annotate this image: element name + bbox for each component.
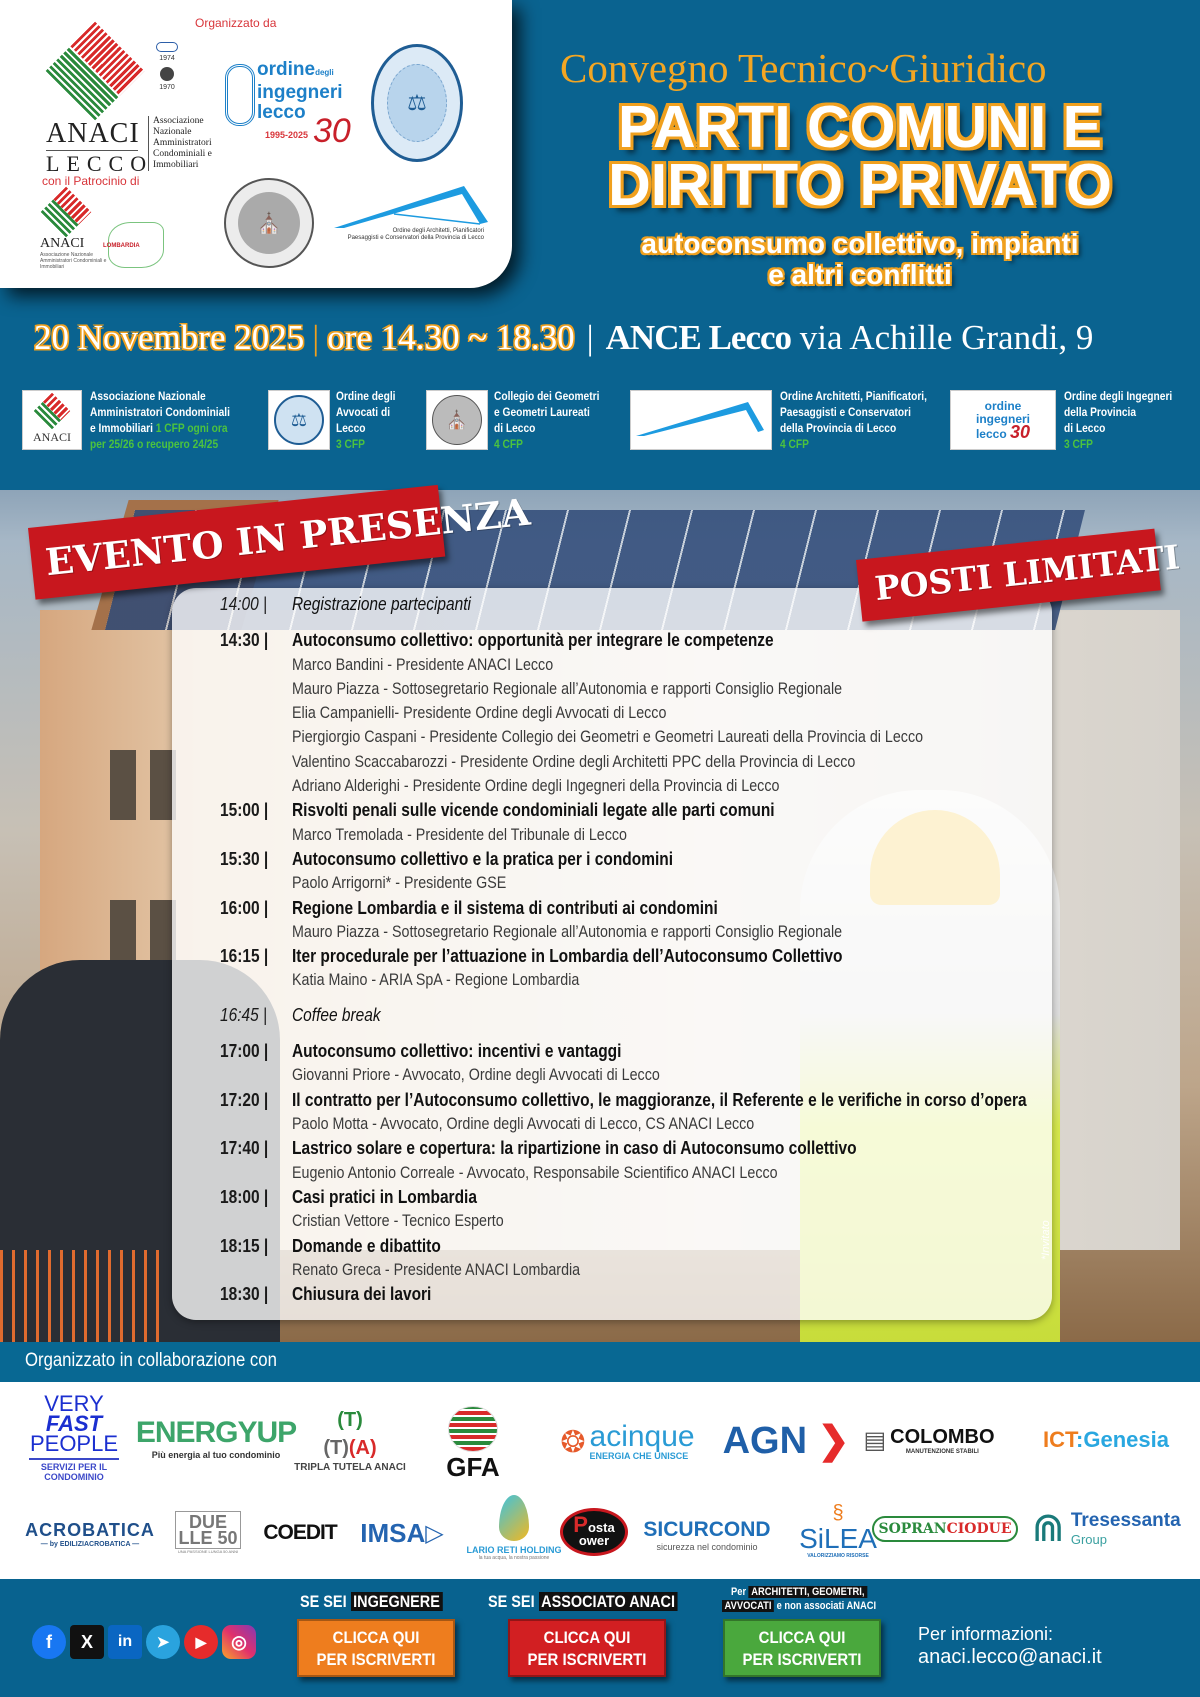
program-time: 17:00 |: [220, 1041, 269, 1062]
program-time: 14:00 |: [220, 594, 268, 614]
instagram-icon[interactable]: ◎: [222, 1625, 256, 1659]
anaci-wordmark: ANACI: [46, 118, 140, 149]
sponsor-sicurcond[interactable]: [640, 1512, 774, 1558]
program-speaker: Cristian Vettore - Tecnico Esperto: [292, 1211, 504, 1231]
program-time: 18:30 |: [220, 1284, 269, 1305]
sponsor-name: IMSA: [360, 1517, 426, 1548]
anaci-patron-desc: Associazione Nazionale Amministratori Condominiali e Immobiliari: [40, 252, 107, 270]
program-time: 17:20 |: [220, 1089, 269, 1110]
btn-line1: CLICCA QUI: [758, 1628, 846, 1647]
sponsor-postapower[interactable]: Posta ower: [560, 1508, 628, 1556]
limited-seats-stamp: POSTI LIMITATI: [856, 529, 1161, 622]
architetti-caption: [348, 228, 484, 242]
ing-line1-small: degli: [315, 68, 334, 77]
tta-icon: (T) (T)(A): [323, 1408, 377, 1459]
sponsor-acrobatica[interactable]: [26, 1512, 154, 1556]
anaci-desc-line: Amministratori: [153, 138, 212, 148]
credit-line: Ordine degli: [336, 389, 396, 403]
sponsor-sub: ENERGIA CHE UNISCE: [589, 1451, 689, 1461]
program-speaker: Paolo Motta - Avvocato, Ordine degli Avvocati di Lecco, CS ANACI Lecco: [292, 1113, 755, 1133]
program-speaker: Adriano Alderighi - Presidente Ordine degli Ingegneri della Provincia di Lecco: [292, 776, 780, 796]
event-subtitle-line2: e altri conflitti: [768, 259, 952, 290]
sponsor-name: VERY FAST PEOPLE: [29, 1391, 119, 1456]
bell-tower-icon: ⛪: [432, 395, 482, 445]
program-speaker: Elia Campanielli- Presidente Ordine degli Avvocati di Lecco: [292, 703, 667, 723]
sponsor-sopranciodue[interactable]: SOPRANCIODUE: [872, 1516, 1018, 1542]
sponsor-name: LARIO RETI HOLDING: [466, 1545, 562, 1555]
label-highlight: INGEGNERE: [351, 1592, 443, 1611]
sponsor-name: ACROBATICA: [25, 1520, 155, 1540]
credit-text: [780, 388, 927, 452]
sponsor-name: AGN: [722, 1419, 808, 1462]
sponsor-name: ENERGYUP: [135, 1416, 297, 1449]
architetti-logo-thumb: [630, 390, 772, 450]
event-date: 20 Novembre 2025: [34, 318, 305, 357]
credit-line: di Lecco: [1064, 421, 1106, 435]
associato-anaci-label: [488, 1592, 678, 1612]
event-title-line1: PARTI COMUNI E: [617, 94, 1102, 160]
header: [0, 0, 1200, 490]
building-stack-icon: ▤: [863, 1426, 887, 1454]
sponsor-tresessanta[interactable]: [1026, 1502, 1186, 1554]
program-title: Domande e dibattito: [292, 1235, 441, 1256]
program-speaker: Mauro Piazza - Sottosegretario Regionale all’Autonomia e rapporti Consiglio Regionale: [292, 921, 843, 941]
sponsor-veryfastpeople[interactable]: [26, 1392, 122, 1484]
event-kicker: Convegno Tecnico~Giuridico: [560, 45, 1047, 91]
program-speaker: Mauro Piazza - Sottosegretario Regionale all’Autonomia e rapporti Consiglio Regionale: [292, 678, 843, 698]
geometri-seal-thumb: [426, 390, 488, 450]
program-time: 16:00 |: [220, 897, 269, 918]
program-title: Coffee break: [292, 1004, 381, 1025]
ingegnere-label: [300, 1592, 442, 1612]
sponsor-sub: MANUTENZIONE STABILI: [905, 1448, 979, 1455]
credit-line: Ordine degli Ingegneri: [1064, 389, 1173, 403]
ing-years: 1995-2025: [265, 130, 309, 140]
sponsor-sub: sicurezza nel condominio: [656, 1542, 758, 1552]
sponsor-agn[interactable]: [722, 1418, 850, 1462]
aiaci-amai-badges: [152, 42, 182, 92]
play-arrow-icon: ▷: [425, 1519, 444, 1547]
ing-line3: lecco: [257, 102, 306, 123]
bell-tower-icon: ⛪: [238, 192, 300, 254]
program-speaker: Marco Tremolada - Presidente del Tribunale di Lecco: [292, 824, 627, 844]
anaci-diamond-icon: [46, 22, 145, 121]
scales-of-justice-icon: ⚖: [387, 64, 447, 142]
program-schedule: [172, 588, 1052, 1320]
sponsor-ictgenesia[interactable]: ICT:Genesia: [1043, 1427, 1169, 1452]
thumb-30: 30: [1010, 421, 1031, 442]
label-prefix: SE SEI: [488, 1592, 535, 1611]
program-time: 15:00 |: [220, 800, 269, 821]
register-associato-anaci-button[interactable]: [508, 1619, 666, 1677]
credit-line: e Geometri Laureati: [494, 405, 590, 419]
btn-line1: CLICCA QUI: [332, 1628, 420, 1647]
amai-logo-icon: [160, 67, 174, 81]
program-title: Autoconsumo collettivo: incentivi e vantaggi: [292, 1041, 622, 1062]
anaci-desc-line: Immobiliari: [153, 160, 199, 170]
ordine-ingegneri-logo: [225, 59, 355, 150]
program-title: Regione Lombardia e il sistema di contributi ai condomini: [292, 897, 718, 918]
info-email-link[interactable]: anaci.lecco@anaci.it: [918, 1646, 1102, 1668]
sponsor-name: acinque: [589, 1420, 695, 1453]
sponsor-energyup[interactable]: [135, 1408, 297, 1468]
label-prefix: SE SEI: [300, 1592, 347, 1611]
architetti-roof-icon: [636, 400, 766, 440]
sponsor-gfa[interactable]: [438, 1402, 508, 1486]
ingegneri-rings-icon: [225, 64, 255, 126]
program-speaker: Valentino Scaccabarozzi - Presidente Ordine degli Architetti PPC della Provincia di Lecco: [292, 751, 856, 771]
organizers-logo-panel: [0, 0, 512, 288]
linkedin-icon[interactable]: in: [108, 1625, 142, 1659]
gfa-globe-icon: [448, 1406, 498, 1452]
sponsor-sub: UNA PASSIONE LUNGA 50 ANNI: [177, 1548, 239, 1554]
credit-line: Ordine Architetti, Pianificatori,: [780, 389, 927, 403]
ing-line1: ordine: [257, 59, 316, 80]
invited-note: *Invitato: [1040, 1220, 1052, 1260]
credit-line: di Lecco: [494, 421, 536, 435]
event-title: [560, 94, 1160, 218]
program-title: Il contratto per l’Autoconsumo collettivo, le maggioranze, il Referente e le verifiche in corso d’opera: [292, 1089, 1027, 1110]
credit-line: Paesaggisti e Conservatori: [780, 405, 911, 419]
program-speaker: Eugenio Antonio Correale - Avvocato, Responsabile Scientifico ANACI Lecco: [292, 1162, 778, 1182]
program-title: Autoconsumo collettivo e la pratica per i condomini: [292, 849, 674, 869]
info-label: Per informazioni:: [918, 1624, 1054, 1644]
btn-line2: PER ISCRIVERTI: [527, 1650, 647, 1669]
x-twitter-icon[interactable]: X: [70, 1625, 104, 1659]
register-ingegnere-button[interactable]: [297, 1619, 455, 1677]
ingegneri-logo-thumb: [950, 390, 1056, 450]
credit-line: della Provincia: [1064, 405, 1136, 419]
footer: [0, 1579, 1200, 1697]
cfp-credits-strip: [22, 388, 1192, 452]
collegio-geometri-seal: [224, 178, 314, 268]
label-suffix: e non associati ANACI: [776, 1600, 877, 1612]
sponsor-name: COEDIT: [263, 1521, 337, 1544]
btn-line2: PER ISCRIVERTI: [742, 1650, 862, 1669]
thumb-line: ordine: [984, 398, 1022, 413]
cfp-value: 1 CFP ogni ora: [155, 421, 228, 435]
sponsor-name: GFA: [446, 1451, 500, 1482]
thumb-label: ANACI: [33, 429, 71, 444]
credit-line: Amministratori Condominiali: [90, 405, 230, 419]
sponsor-colombo[interactable]: [856, 1418, 1002, 1462]
sponsor-duelle50[interactable]: DUE LLE 50 UNA PASSIONE LUNGA 50 ANNI: [168, 1506, 248, 1558]
label-highlight: AVVOCATI: [722, 1600, 774, 1612]
anaci-patron-logo: [40, 194, 110, 270]
sponsor-larioreti[interactable]: [468, 1482, 560, 1574]
anaci-diamond-icon: [34, 392, 71, 429]
program-speaker: Renato Greca - Presidente ANACI Lombardia: [292, 1259, 581, 1279]
silea-swirl-icon: §: [832, 1501, 844, 1524]
acinque-swirl-icon: ❂: [560, 1425, 586, 1459]
anaci-desc-line: Associazione: [153, 116, 204, 126]
credit-text: [336, 388, 396, 452]
program-time: 16:15 |: [220, 946, 269, 967]
program-title: Chiusura dei lavori: [292, 1284, 432, 1305]
lombardia-label: LOMBARDIA: [103, 243, 140, 249]
sponsor-sub: Group: [1070, 1531, 1107, 1547]
altri-professionisti-label: [722, 1585, 876, 1613]
aiaci-year: 1974: [159, 55, 175, 62]
sponsor-sub: VALORIZZIAMO RISORSE: [807, 1552, 869, 1559]
program-title: Iter procedurale per l’attuazione in Lombardia dell’Autoconsumo Collettivo: [292, 946, 843, 967]
architetti-roof-icon: [334, 184, 488, 228]
ing-line2: ingegneri: [257, 82, 343, 103]
cfp-note: per 25/26 o recupero 24/25: [90, 437, 219, 451]
arch-line1: Ordine degli Architetti, Pianificatori: [392, 228, 484, 234]
credit-line: Associazione Nazionale: [90, 389, 206, 403]
sponsor-imsa[interactable]: [346, 1514, 458, 1552]
lecco-wordmark: LECCO: [46, 151, 154, 176]
program-time: 18:00 |: [220, 1186, 269, 1207]
program-title: Autoconsumo collettivo: opportunità per integrare le competenze: [292, 630, 774, 651]
credit-line: Collegio dei Geometri: [494, 389, 600, 403]
program-title: Casi pratici in Lombardia: [292, 1186, 477, 1207]
avvocati-seal-thumb: [268, 390, 330, 450]
scales-of-justice-icon: ⚖: [274, 395, 324, 445]
sponsor-sub: la tua acqua, la nostra passione: [478, 1555, 550, 1561]
sponsor-sub: TRIPLA TUTELA ANACI: [294, 1461, 406, 1473]
aiaci-logo-icon: [156, 42, 178, 52]
event-title-line2: DIRITTO PRIVATO: [608, 152, 1112, 218]
credit-line: e Immobiliari: [90, 421, 153, 435]
program-title: Lastrico solare e copertura: la ripartizione in caso di Autoconsumo collettivo: [292, 1138, 857, 1159]
anaci-description: [148, 116, 212, 171]
event-venue: ANCE Lecco: [605, 318, 792, 357]
anaci-lecco-logo: [46, 36, 156, 177]
program-speaker: Piergiorgio Caspani - Presidente Collegio dei Geometri e Geometri Laureati della Provincia di Lecco: [292, 727, 924, 747]
credit-text: [90, 388, 230, 452]
credit-line: Avvocati di: [336, 405, 391, 419]
patronage-label: con il Patrocinio di: [42, 174, 140, 188]
anaci-desc-line: Condominiali e: [153, 149, 212, 159]
sponsor-coedit[interactable]: [262, 1516, 338, 1550]
amai-year: 1970: [159, 84, 175, 91]
separator: |: [312, 318, 320, 357]
anaci-logo-thumb: [22, 390, 82, 450]
arches-icon: ⋒: [1031, 1506, 1065, 1550]
collaboration-bar: [0, 1342, 1200, 1382]
program-speaker: Giovanni Priore - Avvocato, Ordine degli Avvocati di Lecco: [292, 1065, 660, 1085]
chevron-icon: ❯: [817, 1419, 850, 1462]
sponsor-sub: — by EDILIZIACROBATICA —: [40, 1541, 140, 1548]
event-address: via Achille Grandi, 9: [799, 318, 1094, 357]
register-altri-button[interactable]: [723, 1619, 881, 1677]
credit-line: Lecco: [336, 421, 366, 435]
safety-fence: [0, 1250, 160, 1342]
ordine-architetti-logo: [334, 184, 488, 244]
program-title: Registrazione partecipanti: [292, 594, 471, 614]
ing-anniversary: 30: [313, 112, 351, 150]
cfp-value: 4 CFP: [494, 437, 523, 451]
arch-line2: Paesaggisti e Conservatori della Provincia di Lecco: [347, 235, 484, 241]
anaci-patron-name: ANACI: [40, 236, 85, 251]
event-dateline: [34, 318, 1093, 358]
sponsor-tta[interactable]: [294, 1392, 406, 1486]
program-time: 18:15 |: [220, 1235, 269, 1256]
sponsor-sub: SERVIZI PER IL CONDOMINIO: [29, 1458, 119, 1482]
sponsor-name: SICURCOND: [643, 1518, 771, 1541]
sponsor-acinque[interactable]: [545, 1420, 710, 1464]
separator: |: [586, 318, 594, 357]
program-time: 14:30 |: [220, 630, 269, 651]
label-highlight: ARCHITETTI, GEOMETRI,: [749, 1586, 867, 1598]
program-speaker: Marco Bandini - Presidente ANACI Lecco: [292, 654, 554, 674]
program-title: Risvolti penali sulle vicende condominiali legate alle parti comuni: [292, 800, 775, 821]
program-time: 15:30 |: [220, 849, 269, 869]
facebook-icon[interactable]: f: [32, 1625, 66, 1659]
credit-line: della Provincia di Lecco: [780, 421, 897, 435]
cfp-value: 4 CFP: [780, 437, 809, 451]
anaci-diamond-icon: [41, 187, 92, 238]
cfp-value: 3 CFP: [1064, 437, 1093, 451]
youtube-icon[interactable]: ▶: [184, 1625, 218, 1659]
lombardia-region-icon: [103, 222, 164, 268]
sponsor-name: COLOMBO: [890, 1425, 995, 1448]
sponsor-sub: Più energia al tuo condominio: [151, 1450, 281, 1460]
event-subtitle-line1: autoconsumo collettivo, impianti: [641, 228, 1079, 259]
cfp-value: 3 CFP: [336, 437, 365, 451]
anaci-desc-line: Nazionale: [153, 127, 192, 137]
sponsor-silea[interactable]: [800, 1494, 876, 1566]
event-subtitle: [560, 228, 1160, 290]
contact-info: [918, 1623, 1102, 1669]
telegram-icon[interactable]: ➤: [146, 1625, 180, 1659]
program-speaker: Katia Maino - ARIA SpA - Regione Lombardia: [292, 970, 580, 990]
sponsor-name: SiLEA: [799, 1522, 877, 1554]
label-prefix: Per: [731, 1586, 747, 1598]
organized-by-label: Organizzato da: [195, 16, 277, 30]
program-time: 17:40 |: [220, 1138, 269, 1159]
btn-line1: CLICCA QUI: [543, 1628, 631, 1647]
collaboration-label: Organizzato in collaborazione con: [25, 1350, 277, 1371]
program-time: 16:45 |: [220, 1004, 268, 1025]
credit-text: [494, 388, 599, 452]
thumb-line: ingegneri: [975, 411, 1030, 426]
btn-line2: PER ISCRIVERTI: [316, 1650, 436, 1669]
water-drop-icon: [499, 1495, 529, 1541]
label-highlight: ASSOCIATO ANACI: [539, 1592, 678, 1611]
in-person-event-stamp: EVENTO IN PRESENZA: [28, 485, 445, 600]
event-time: ore 14.30 ~ 18.30: [327, 318, 575, 357]
credit-text: [1064, 388, 1172, 452]
sponsor-logos: [0, 1382, 1200, 1579]
program-speaker: Paolo Arrigorni* - Presidente GSE: [292, 873, 507, 893]
ordine-avvocati-seal: [371, 44, 463, 162]
thumb-line: lecco: [975, 426, 1007, 441]
sponsor-name: Tresessanta: [1070, 1509, 1181, 1531]
